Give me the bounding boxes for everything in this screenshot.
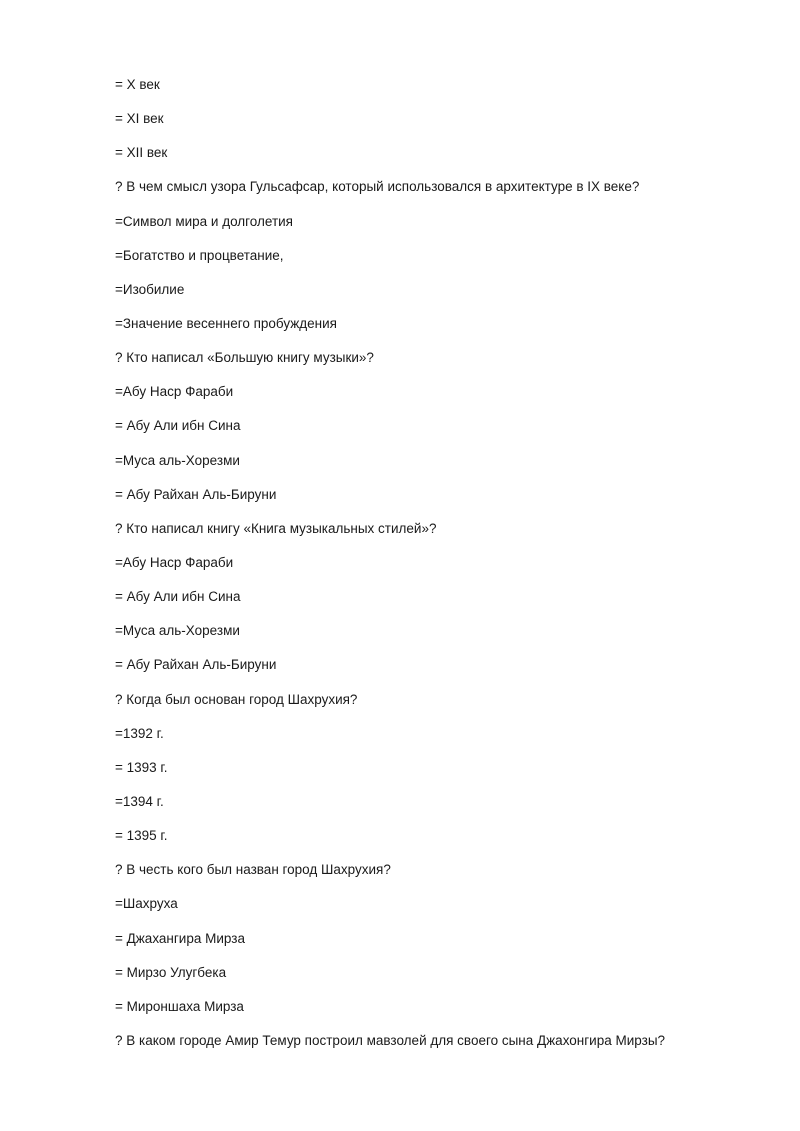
answer-option: = Абу Али ибн Сина [115, 418, 241, 434]
question: ? Кто написал книгу «Книга музыкальных стилей»? [115, 520, 437, 536]
answer-option: = Абу Райхан Аль-Бируни [115, 657, 277, 673]
answer-option: =Муса аль-Хорезми [115, 623, 240, 639]
answer-option: =Муса аль-Хорезми [115, 452, 240, 468]
answer-option: = Джахангира Мирза [115, 930, 245, 946]
answer-option: =1394 г. [115, 793, 164, 809]
answer-option: =1392 г. [115, 725, 164, 741]
question: ? В чем смысл узора Гульсафсар, который использовался в архитектуре в IX веке? [115, 179, 640, 195]
answer-option: =Значение весеннего пробуждения [115, 315, 337, 331]
answer-option: =Абу Наср Фараби [115, 384, 234, 400]
question: ? В каком городе Амир Темур построил мавзолей для своего сына Джахонгира Мирзы? [115, 1032, 666, 1048]
answer-option: =Шахруха [115, 896, 178, 912]
document-lines [115, 75, 755, 1065]
answer-option: = Мироншаха Мирза [115, 998, 244, 1014]
question: ? Кто написал «Большую книгу музыки»? [115, 350, 374, 366]
question: ? Когда был основан город Шахрухия? [115, 691, 358, 707]
answer-option: = 1395 г. [115, 828, 168, 844]
answer-option: = Абу Райхан Аль-Бируни [115, 486, 277, 502]
answer-option: = Абу Али ибн Сина [115, 589, 241, 605]
answer-option: = XI век [115, 111, 164, 127]
answer-option: =Изобилие [115, 281, 185, 297]
answer-option: =Символ мира и долголетия [115, 213, 293, 229]
answer-option: = XII век [115, 145, 168, 161]
answer-option: =Богатство и процветание, [115, 247, 284, 263]
answer-option: = X век [115, 77, 160, 92]
answer-option: =Абу Наср Фараби [115, 554, 234, 570]
answer-option: = 1393 г. [115, 759, 168, 775]
question: ? В честь кого был назван город Шахрухия? [115, 862, 391, 878]
answer-option: = Мирзо Улугбека [115, 964, 227, 980]
